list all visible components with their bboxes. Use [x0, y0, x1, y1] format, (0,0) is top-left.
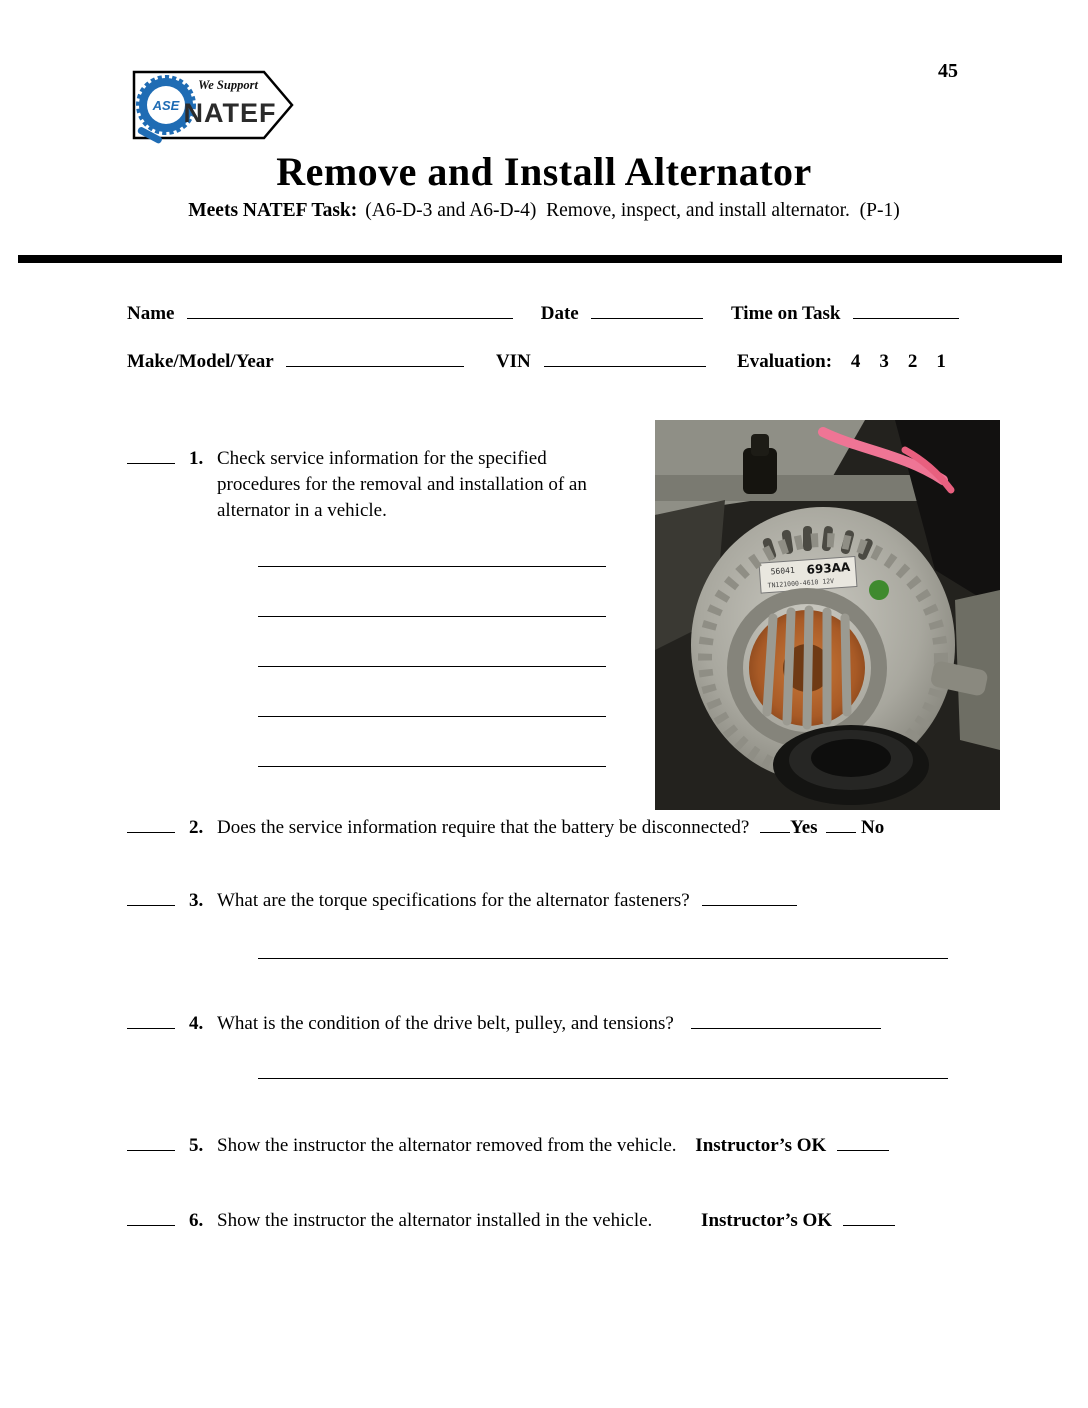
meets-natef-task-line: [0, 200, 1088, 222]
pulley-hub: [811, 739, 891, 777]
task-5-text: [217, 1130, 889, 1159]
task-3-text: [217, 885, 797, 914]
vin-blank: [544, 346, 706, 367]
task-1-score-blank: [127, 443, 175, 464]
ase-text: ASE: [152, 98, 180, 113]
task-2-number: 2.: [189, 816, 204, 838]
logo-support-text: We Support: [198, 78, 258, 92]
meets-task-text: (A6-D-3 and A6-D-4) Remove, inspect, and install alternator. (P-1): [365, 200, 900, 221]
name-label: Name: [127, 302, 175, 324]
task-1-answer-line: [258, 716, 606, 717]
task-1-answer-line: [258, 566, 606, 567]
task-4-text: [217, 1008, 881, 1037]
no-blank: [826, 812, 856, 833]
task-4: [127, 1008, 973, 1037]
alternator-photo: [655, 420, 1000, 810]
time-on-task-label: Time on Task: [730, 302, 841, 324]
make-model-year-label: Make/Model/Year: [127, 350, 274, 372]
task-3-number: 3.: [189, 889, 204, 911]
yes-label: Yes: [790, 816, 818, 838]
task-4-score-blank: [127, 1008, 175, 1029]
form-row-identity: [127, 298, 959, 325]
task-6-number: 6.: [189, 1209, 204, 1231]
task-6-ok-blank: [843, 1205, 895, 1226]
task-4-answer-line: [258, 1078, 948, 1079]
time-on-task-blank: [853, 298, 959, 319]
part-number-text: 693AA: [806, 559, 851, 577]
task-1-text: Check service information for the specified procedures for the removal and installation of an alternator in a vehicle.: [217, 447, 587, 522]
task-3-answer-line: [258, 958, 948, 959]
task-3: [127, 885, 973, 914]
task-6: [127, 1205, 973, 1234]
task-4-question: What is the condition of the drive belt, pulley, and tensions?: [217, 1012, 674, 1034]
evaluation-scale: 4 3 2 1: [850, 350, 946, 372]
evaluation-label: Evaluation:: [737, 350, 833, 372]
task-6-score-blank: [127, 1205, 175, 1226]
label-line2: TN121000-4610 12V: [767, 577, 835, 590]
natef-logo-graphic: [126, 56, 298, 146]
task-6-text: [217, 1205, 895, 1234]
logo-org-name: NATEF: [183, 98, 277, 128]
green-dot-label: [869, 580, 889, 600]
task-1-answer-line: [258, 766, 606, 767]
task-2: [127, 812, 973, 841]
task-1-answer-line: [258, 666, 606, 667]
header-divider: [18, 255, 1062, 263]
task-3-question: What are the torque specifications for the alternator fasteners?: [217, 889, 690, 911]
date-blank: [591, 298, 703, 319]
make-model-year-blank: [286, 346, 464, 367]
meets-task-label: Meets NATEF Task:: [188, 200, 358, 221]
page-number: 45: [938, 60, 958, 82]
task-6-ok-label: Instructor’s OK: [701, 1209, 833, 1231]
task-4-inline-blank: [691, 1008, 881, 1029]
task-1: [127, 443, 657, 525]
task-3-score-blank: [127, 885, 175, 906]
task-5-ok-label: Instructor’s OK: [695, 1134, 827, 1156]
natef-logo: [126, 56, 298, 146]
task-5: [127, 1130, 973, 1159]
task-3-inline-blank: [702, 885, 797, 906]
yes-blank: [760, 812, 790, 833]
brand-text: DENSO: [768, 596, 797, 607]
task-5-number: 5.: [189, 1134, 204, 1156]
connector-stem: [751, 434, 769, 456]
task-2-score-blank: [127, 812, 175, 833]
vin-label: VIN: [495, 350, 531, 372]
task-6-instruction: Show the instructor the alternator installed in the vehicle.: [217, 1209, 653, 1231]
date-label: Date: [540, 302, 579, 324]
task-2-question: Does the service information require that the battery be disconnected?: [217, 816, 750, 838]
page-title: Remove and Install Alternator: [276, 149, 812, 194]
task-5-instruction: Show the instructor the alternator removed from the vehicle.: [217, 1134, 677, 1156]
task-5-ok-blank: [837, 1130, 889, 1151]
task-1-answer-line: [258, 616, 606, 617]
name-blank: [187, 298, 513, 319]
task-5-score-blank: [127, 1130, 175, 1151]
task-4-number: 4.: [189, 1012, 204, 1034]
no-label: No: [861, 816, 885, 838]
task-1-number: 1.: [189, 447, 204, 469]
part-prefix-text: 56041: [770, 565, 796, 577]
form-row-vehicle: [127, 346, 946, 373]
task-2-text: [217, 812, 884, 841]
